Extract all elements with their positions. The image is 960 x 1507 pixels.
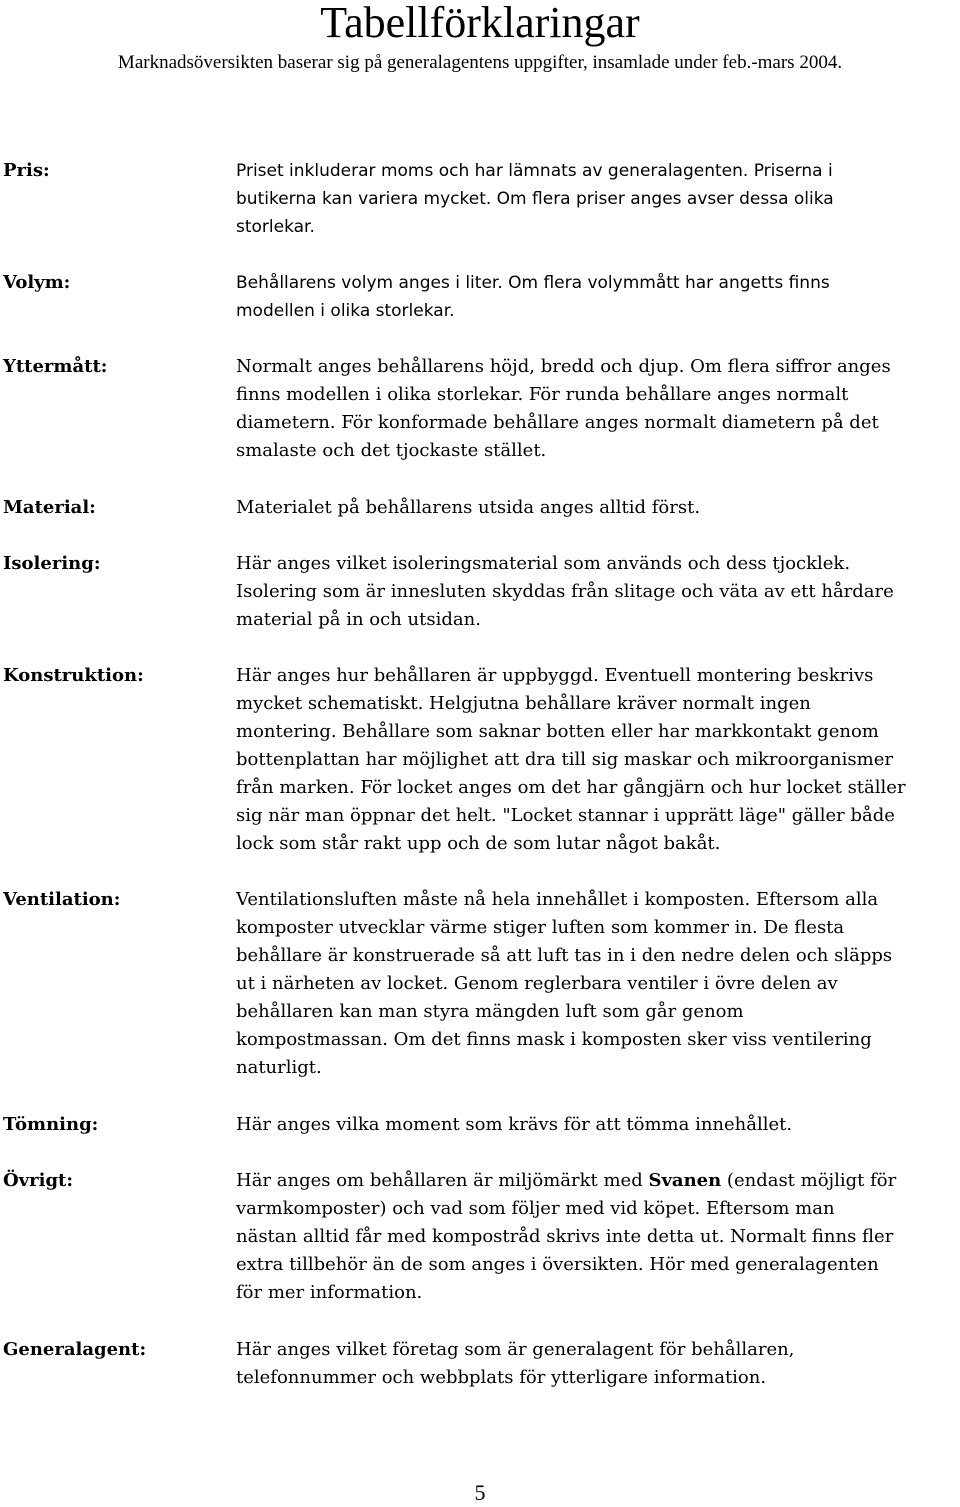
term-pris: Pris:	[3, 160, 50, 181]
term-isolering: Isolering:	[3, 553, 101, 574]
definition-line: för mer information.	[236, 1282, 423, 1303]
definition-ventilation	[236, 886, 958, 1082]
definition-volym	[236, 269, 958, 325]
definition-line: bottenplattan har möjlighet att dra till sig maskar och mikroorganismer	[236, 749, 893, 770]
term-material: Material:	[3, 497, 96, 518]
definition-line: nästan alltid får med kompostråd skrivs inte detta ut. Normalt finns fler	[236, 1226, 894, 1247]
definition-line: varmkomposter) och vad som följer med vid köpet. Eftersom man	[236, 1198, 835, 1219]
svanen-label: Svanen	[648, 1170, 722, 1191]
definition-line: Här anges vilket företag som är generalagent för behållaren,	[236, 1339, 795, 1360]
definition-line: material på in och utsidan.	[236, 609, 481, 630]
definition-line: naturligt.	[236, 1057, 322, 1078]
definition-line: lock som står rakt upp och de som lutar något bakåt.	[236, 833, 721, 854]
definition-line: Isolering som är innesluten skyddas från slitage och väta av ett hårdare	[236, 581, 894, 602]
definition-line: Här anges hur behållaren är uppbyggd. Eventuell montering beskrivs	[236, 665, 874, 686]
term-tomning: Tömning:	[3, 1114, 99, 1135]
definition-line: från marken. För locket anges om det har gångjärn och hur locket ställer	[236, 777, 906, 798]
definition-generalagent	[236, 1336, 958, 1392]
term-ventilation: Ventilation:	[3, 889, 121, 910]
term-konstruktion: Konstruktion:	[3, 665, 144, 686]
definition-line: extra tillbehör än de som anges i översikten. Hör med generalagenten	[236, 1254, 879, 1275]
definition-line: kompostmassan. Om det finns mask i komposten sker viss ventilering	[236, 1029, 872, 1050]
definition-line: sig när man öppnar det helt. "Locket stannar i upprätt läge" gäller både	[236, 805, 895, 826]
definition-line: finns modellen i olika storlekar. För runda behållare anges normalt	[236, 384, 849, 405]
definition-tomning	[236, 1111, 958, 1139]
page-title: Tabellförklaringar	[320, 0, 640, 47]
definition-line: behållare är konstruerade så att luft tas in i den nedre delen och släpps	[236, 945, 893, 966]
page-number: 5	[474, 1480, 486, 1505]
definition-isolering	[236, 550, 958, 634]
definition-material	[236, 494, 958, 522]
definition-line: Här anges vilka moment som krävs för att tömma innehållet.	[236, 1114, 793, 1135]
definition-line: Materialet på behållarens utsida anges alltid först.	[236, 497, 701, 518]
definition-line: Priset inkluderar moms och har lämnats av generalagenten. Priserna i	[236, 161, 833, 181]
definition-line: ut i närheten av locket. Genom reglerbara ventiler i övre delen av	[236, 973, 838, 994]
definition-text: Här anges om behållaren är miljömärkt med	[236, 1170, 649, 1191]
term-ovrigt: Övrigt:	[3, 1170, 74, 1191]
definition-text: (endast möjligt för	[721, 1170, 897, 1191]
definition-line: smalaste och det tjockaste stället.	[236, 440, 547, 461]
definition-line: modellen i olika storlekar.	[236, 301, 455, 321]
definition-pris	[236, 157, 958, 241]
definition-line: Här anges vilket isoleringsmaterial som används och dess tjocklek.	[236, 553, 851, 574]
definition-line: behållaren kan man styra mängden luft som går genom	[236, 1001, 744, 1022]
definition-line: telefonnummer och webbplats för ytterligare information.	[236, 1367, 767, 1388]
page-subtitle: Marknadsöversikten baserar sig på generalagentens uppgifter, insamlade under feb.-mars 2004.	[117, 52, 843, 73]
definition-line: mycket schematiskt. Helgjutna behållare kräver normalt ingen	[236, 693, 811, 714]
definition-line: storlekar.	[236, 217, 315, 237]
definition-line: Behållarens volym anges i liter. Om flera volymmått har angetts finns	[236, 273, 830, 293]
definition-line	[236, 1167, 958, 1195]
definition-line: diametern. För konformade behållare anges normalt diametern på det	[236, 412, 879, 433]
definition-line: komposter utvecklar värme stiger luften som kommer in. De flesta	[236, 917, 845, 938]
definition-line: butikerna kan variera mycket. Om flera priser anges avser dessa olika	[236, 189, 834, 209]
definition-yttermatt	[236, 353, 958, 465]
definition-ovrigt	[236, 1167, 958, 1307]
definition-konstruktion	[236, 662, 958, 858]
term-volym: Volym:	[3, 272, 71, 293]
definition-line: Ventilationsluften måste nå hela innehållet i komposten. Eftersom alla	[236, 889, 879, 910]
term-generalagent: Generalagent:	[3, 1339, 147, 1360]
term-yttermatt: Yttermått:	[3, 356, 108, 377]
definition-line: Normalt anges behållarens höjd, bredd och djup. Om flera siffror anges	[236, 356, 891, 377]
definition-line: montering. Behållare som saknar botten eller har markkontakt genom	[236, 721, 879, 742]
